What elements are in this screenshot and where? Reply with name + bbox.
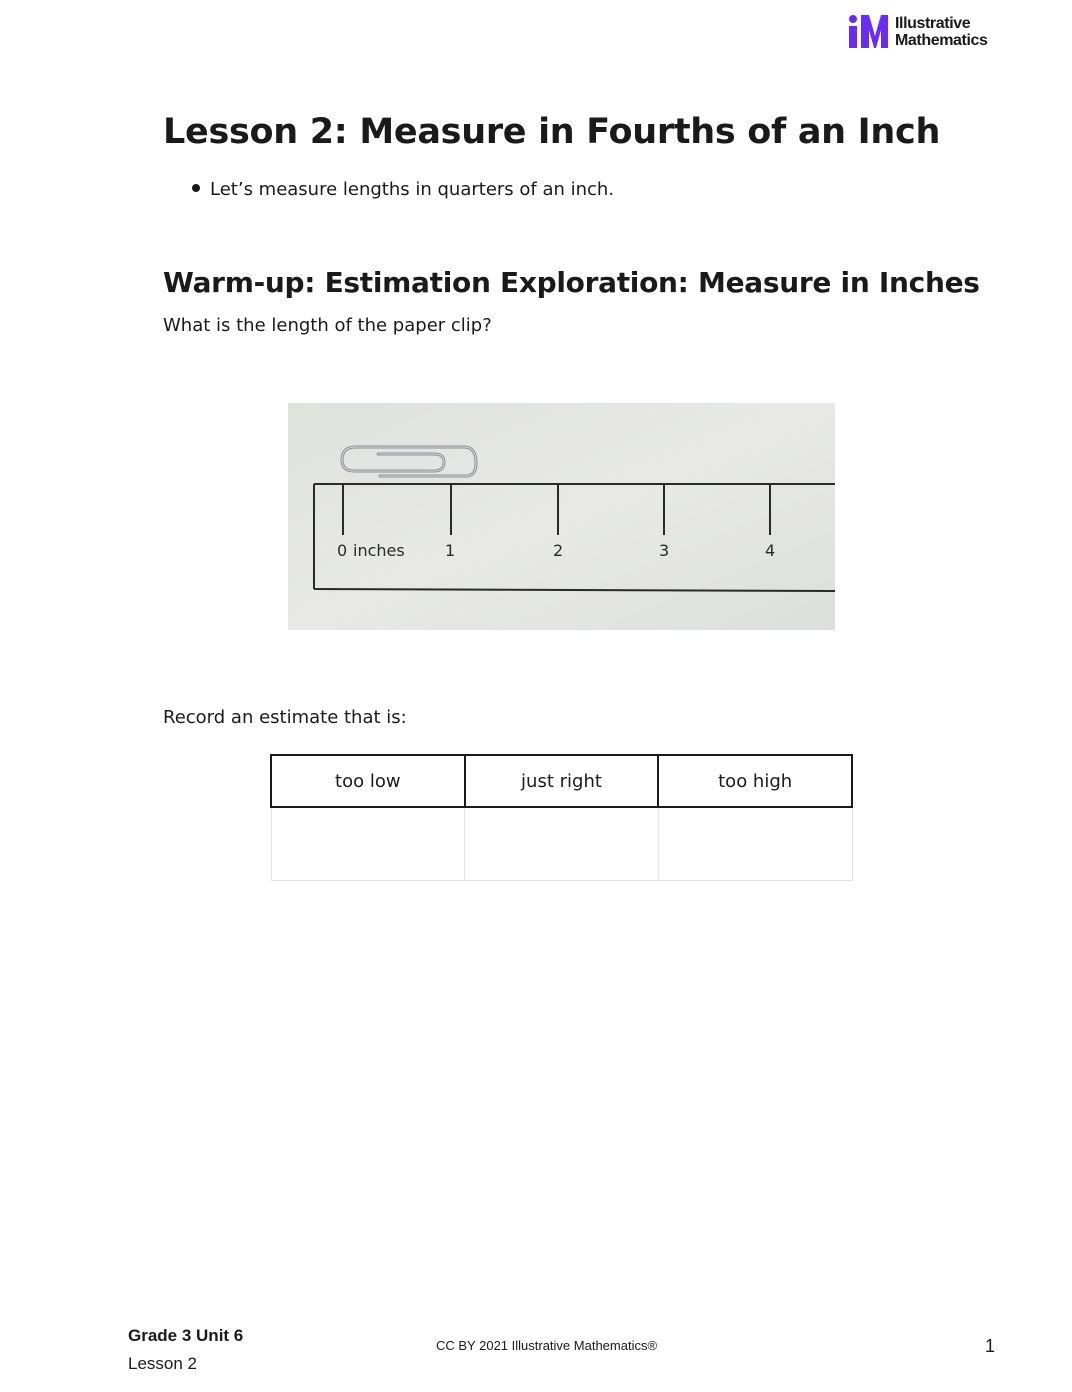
goal-item <box>192 178 614 202</box>
page-number: 1 <box>985 1336 996 1356</box>
table-header-row <box>271 755 852 807</box>
bullet-icon <box>192 184 200 192</box>
warmup-question: What is the length of the paper clip? <box>163 315 492 336</box>
header-too-low: too low <box>271 755 465 807</box>
cell-just-right[interactable] <box>465 807 659 881</box>
ruler-photo-svg <box>288 403 835 630</box>
estimate-table <box>270 754 853 881</box>
cell-too-low[interactable] <box>271 807 465 881</box>
paper-clip-ruler-photo <box>288 403 835 630</box>
ruler-unit-label: inches <box>353 541 405 560</box>
header-too-high: too high <box>658 755 852 807</box>
cell-too-high[interactable] <box>658 807 852 881</box>
logo-line-1: Illustrative <box>895 15 971 32</box>
ruler-label-1: 1 <box>445 541 456 560</box>
record-prompt: Record an estimate that is: <box>163 707 407 728</box>
im-logo-mark-icon <box>848 14 890 50</box>
ruler-label-0: 0 <box>337 541 348 560</box>
goal-text: Let’s measure lengths in quarters of an inch. <box>210 179 615 200</box>
warmup-heading: Warm-up: Estimation Exploration: Measure in Inches <box>163 266 980 299</box>
table-row <box>271 807 852 881</box>
header-just-right: just right <box>465 755 659 807</box>
footer-course-info <box>128 1322 243 1378</box>
im-logo <box>848 14 998 50</box>
ruler-label-4: 4 <box>765 541 776 560</box>
lesson-goals <box>192 178 614 202</box>
footer-copyright: CC BY 2021 Illustrative Mathematics® <box>436 1338 658 1353</box>
footer-lesson: Lesson 2 <box>128 1354 197 1373</box>
ruler-label-2: 2 <box>553 541 564 560</box>
footer-grade-unit: Grade 3 Unit 6 <box>128 1326 244 1345</box>
logo-wordmark <box>895 15 988 49</box>
lesson-title: Lesson 2: Measure in Fourths of an Inch <box>163 112 941 152</box>
logo-line-2: Mathematics <box>895 32 988 49</box>
ruler-label-3: 3 <box>659 541 670 560</box>
